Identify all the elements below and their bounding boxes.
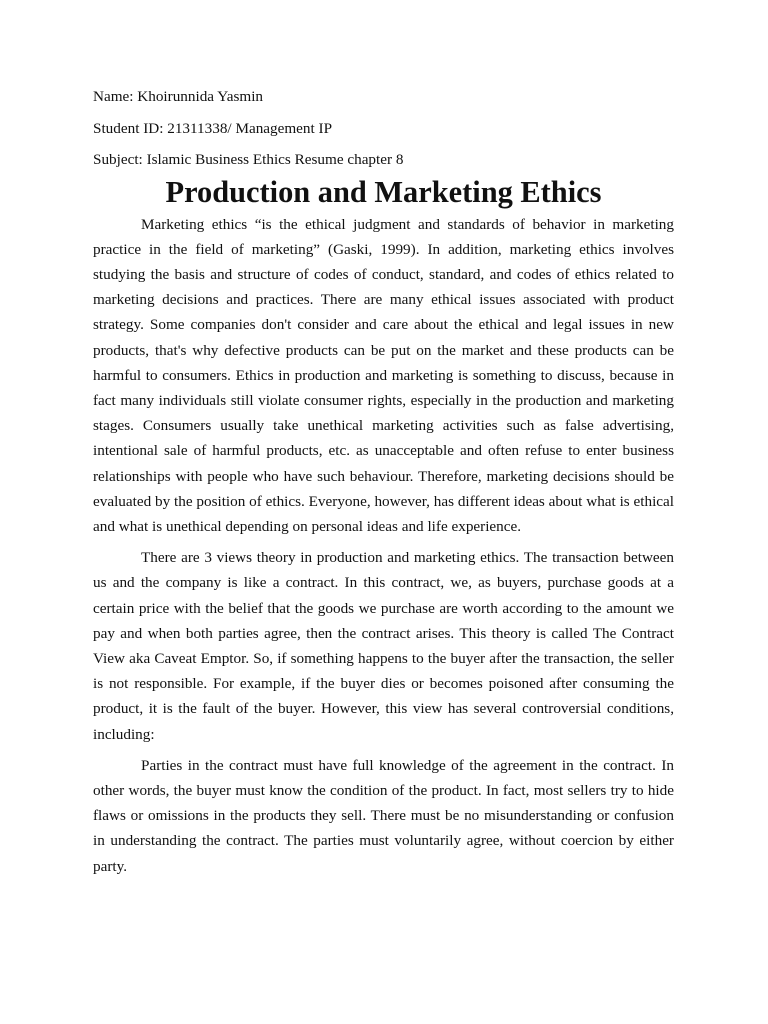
document-title: Production and Marketing Ethics: [165, 174, 602, 209]
student-name: Name: Khoirunnida Yasmin: [93, 88, 264, 105]
paragraph-marketing-ethics: Marketing ethics “is the ethical judgment and standards of behavior in marketing practice in the field of marketing” (Gaski, 1999). In addition, marketing ethics involves studying the basis and structure of codes of conduct, standard, and codes of ethics related to marketing decisions and practices. There are many ethical issues associated with product strategy. Some companies don't consider and care about the ethical and legal issues in new products, that's why defective products can be put on the market and these products can be harmful to consumers. Ethics in production and marketing is something to discuss, because in fact many individuals still violate consumer rights, especially in the production and marketing stages. Consumers usually take unethical marketing activities such as false advertising, intentional sale of harmful products, etc. as unacceptable and often refuse to enter business relationships with people who have such behaviour. Therefore, marketing decisions should be evaluated by the position of ethics. Everyone, however, has different ideas about what is ethical and what is unethical depending on personal ideas and life experience.: [93, 215, 674, 535]
student-id: Student ID: 21311338/ Management IP: [93, 119, 333, 137]
subject-line: Subject: Islamic Business Ethics Resume chapter 8: [93, 151, 404, 168]
paragraph-contract-conditions: Parties in the contract must have full knowledge of the agreement in the contract. In other words, the buyer must know the condition of the product. In fact, most sellers try to hide flaws or omissions in the products they sell. There must be no misunderstanding or confusion in understanding the contract. The parties must voluntarily agree, without coercion by either party.: [93, 756, 674, 875]
paragraph-contract-view: There are 3 views theory in production and marketing ethics. The transaction between us and the company is like a contract. In this contract, we, as buyers, purchase goods at a certain price with the belief that the goods we purchase are worth according to the amount we pay and when both parties agree, then the contract arises. This theory is called The Contract View aka Caveat Emptor. So, if something happens to the buyer after the transaction, the seller is not responsible. For example, if the buyer dies or becomes poisoned after consuming the product, it is the fault of the buyer. However, this view has several controversial conditions, including:: [93, 549, 674, 743]
